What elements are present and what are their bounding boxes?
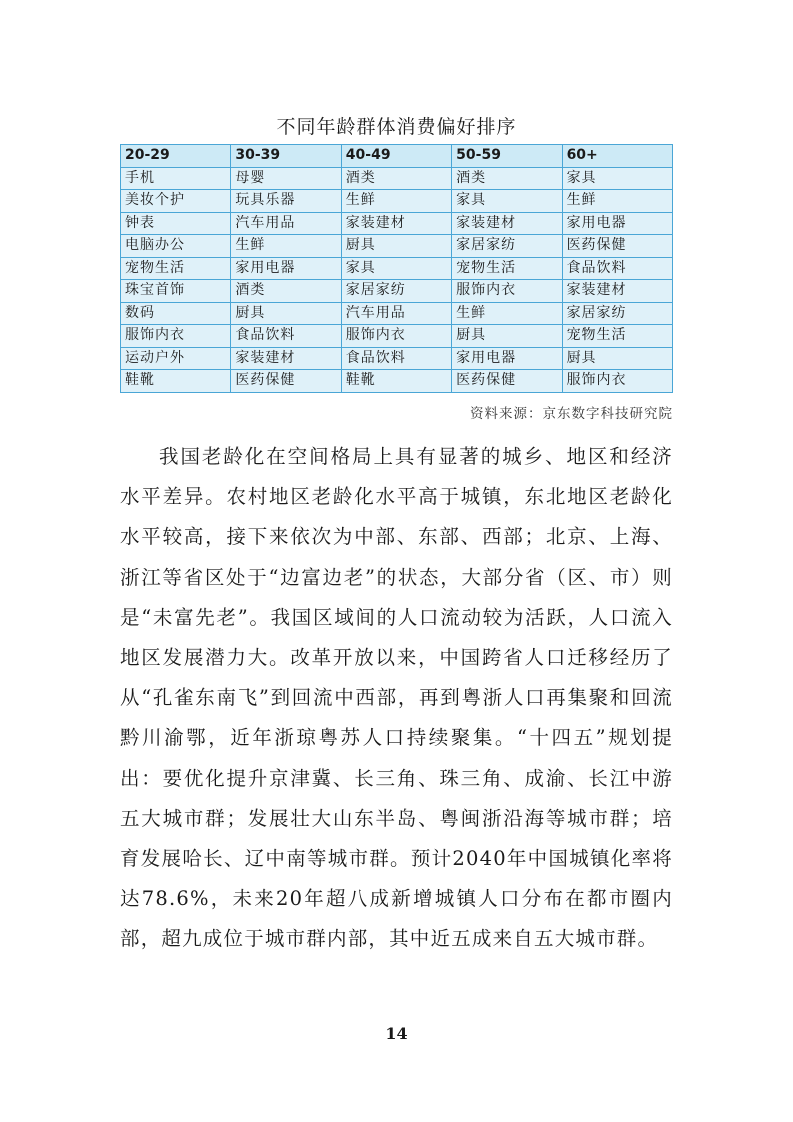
table-cell: 母婴: [231, 167, 341, 190]
table-row: [121, 325, 673, 348]
table-cell: 家居家纺: [341, 280, 451, 303]
table-cell: 家用电器: [231, 257, 341, 280]
table-cell: 医药保健: [231, 370, 341, 393]
table-cell: 服饰内衣: [452, 280, 562, 303]
table-cell: 宠物生活: [452, 257, 562, 280]
table-cell: 家用电器: [452, 347, 562, 370]
column-header: 50-59: [452, 145, 562, 168]
table-cell: 生鲜: [452, 302, 562, 325]
table-cell: 服饰内衣: [121, 325, 231, 348]
table-cell: 家装建材: [452, 212, 562, 235]
table-cell: 家装建材: [231, 347, 341, 370]
table-cell: 美妆个护: [121, 190, 231, 213]
table-row: [121, 347, 673, 370]
table-cell: 生鲜: [562, 190, 672, 213]
table-cell: 食品饮料: [231, 325, 341, 348]
table-cell: 家具: [562, 167, 672, 190]
table-cell: 家具: [341, 257, 451, 280]
table-row: [121, 257, 673, 280]
table-cell: 汽车用品: [341, 302, 451, 325]
body-text: [120, 437, 673, 960]
table-cell: 家装建材: [562, 280, 672, 303]
table-cell: 宠物生活: [562, 325, 672, 348]
table-cell: 酒类: [231, 280, 341, 303]
table-cell: 钟表: [121, 212, 231, 235]
table-row: [121, 212, 673, 235]
table-cell: 服饰内衣: [341, 325, 451, 348]
table-cell: 玩具乐器: [231, 190, 341, 213]
table-cell: 厨具: [452, 325, 562, 348]
table-row: [121, 235, 673, 258]
table-cell: 服饰内衣: [562, 370, 672, 393]
table-cell: 手机: [121, 167, 231, 190]
column-header: 60+: [562, 145, 672, 168]
table-cell: 家具: [452, 190, 562, 213]
table-cell: 电脑办公: [121, 235, 231, 258]
table-cell: 生鲜: [231, 235, 341, 258]
table-header-row: [121, 145, 673, 168]
column-header: 40-49: [341, 145, 451, 168]
table-body: [121, 167, 673, 392]
table-cell: 酒类: [341, 167, 451, 190]
table-cell: 家用电器: [562, 212, 672, 235]
table-title: 不同年龄群体消费偏好排序: [276, 116, 517, 138]
table-cell: 厨具: [341, 235, 451, 258]
table-cell: 数码: [121, 302, 231, 325]
table-cell: 家居家纺: [562, 302, 672, 325]
table-cell: 汽车用品: [231, 212, 341, 235]
table-cell: 酒类: [452, 167, 562, 190]
table-row: [121, 370, 673, 393]
table-cell: 医药保健: [452, 370, 562, 393]
page-number: 14: [385, 1024, 408, 1043]
table-cell: 食品饮料: [562, 257, 672, 280]
table-row: [121, 280, 673, 303]
table-cell: 珠宝首饰: [121, 280, 231, 303]
table-cell: 家居家纺: [452, 235, 562, 258]
body-paragraph: 我国老龄化在空间格局上具有显著的城乡、地区和经济水平差异。农村地区老龄化水平高于城镇，东北地区老龄化水平较高，接下来依次为中部、东部、西部；北京、上海、浙江等省区处于“边富边老”的状态，大部分省（区、市）则是“未富先老”。我国区域间的人口流动较为活跃，人口流入地区发展潜力大。改革开放以来，中国跨省人口迁移经历了从“孔雀东南飞”到回流中西部，再到粤浙人口再集聚和回流黔川渝鄂，近年浙琼粤苏人口持续聚集。“十四五”规划提出：要优化提升京津冀、长三角、珠三角、成渝、长江中游五大城市群；发展壮大山东半岛、粤闽浙沿海等城市群；培育发展哈长、辽中南等城市群。预计2040年中国城镇化率将达78.6%，未来20年超八成新增城镇人口分布在都市圈内部，超九成位于城市群内部，其中近五成来自五大城市群。: [120, 445, 673, 951]
table-cell: 厨具: [562, 347, 672, 370]
table-cell: 宠物生活: [121, 257, 231, 280]
table-cell: 医药保健: [562, 235, 672, 258]
table-cell: 家装建材: [341, 212, 451, 235]
table-cell: 运动户外: [121, 347, 231, 370]
table-row: [121, 190, 673, 213]
data-source-note: 资料来源：京东数字科技研究院: [470, 406, 673, 422]
table-row: [121, 302, 673, 325]
table-cell: 鞋靴: [341, 370, 451, 393]
column-header: 30-39: [231, 145, 341, 168]
table-row: [121, 167, 673, 190]
consumption-preference-table: [120, 144, 673, 393]
table-cell: 生鲜: [341, 190, 451, 213]
table-cell: 鞋靴: [121, 370, 231, 393]
table-cell: 厨具: [231, 302, 341, 325]
table-cell: 食品饮料: [341, 347, 451, 370]
column-header: 20-29: [121, 145, 231, 168]
